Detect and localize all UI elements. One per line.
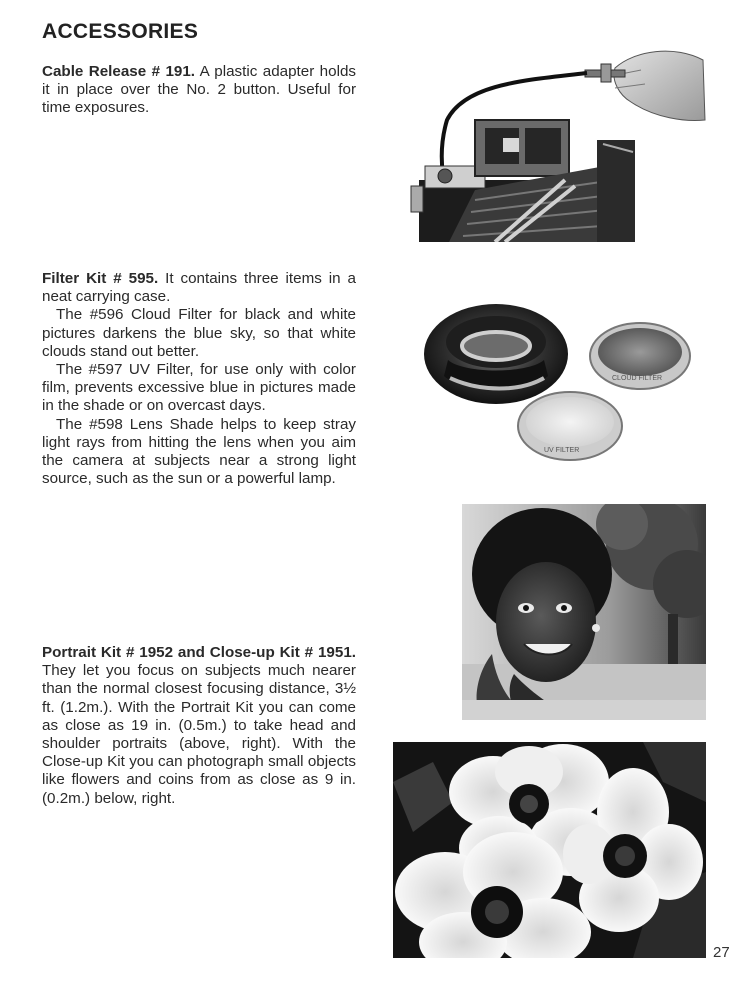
- cable-release-title: Cable Release # 191.: [42, 63, 196, 80]
- lens-shade-text: The #598 Lens Shade helps to keep stray light rays from hitting the lens when you aim the camera at subjects near a strong light source, such as the sun or a powerful lamp.: [42, 415, 356, 488]
- filter-kit-photo: [420, 280, 698, 468]
- portrait-photo: [462, 504, 706, 720]
- page-title: ACCESSORIES: [42, 20, 199, 43]
- filter-kit-title: Filter Kit # 595.: [42, 270, 159, 287]
- portrait-kit-text: They let you focus on subjects much nearer than the normal closest focusing distance, 3½ ft. (1.2m.). With the Portrait Kit you can come as close as 19 in. (0.5m.) to take head and shoulder portraits (above, right). With the Close-up Kit you can photograph small objects like flowers and coins from as close as 9 in. (0.2m.) below, right.: [42, 662, 356, 807]
- flowers-photo: [393, 742, 706, 958]
- portrait-kit-paragraph: [42, 644, 356, 808]
- cable-release-paragraph: [42, 63, 356, 118]
- filter-kit-section: [42, 270, 356, 488]
- page-number: 27: [713, 944, 730, 961]
- portrait-kit-title: Portrait Kit # 1952 and Close-up Kit # 1951.: [42, 644, 356, 661]
- uv-filter-text: The #597 UV Filter, for use only with color film, prevents excessive blue in pictures made in the shade or on overcast days.: [42, 361, 356, 415]
- cable-release-text: A plastic adapter holds it in place over the No. 2 button. Useful for time exposures.: [42, 63, 356, 117]
- filter-kit-intro: [42, 270, 356, 306]
- filter-kit-intro-text: It contains three items in a neat carrying case.: [42, 270, 356, 306]
- cloud-filter-label: CLOUD FILTER: [612, 375, 663, 382]
- uv-filter-label: UV FILTER: [544, 447, 580, 454]
- cloud-filter-text: The #596 Cloud Filter for black and white pictures darkens the blue sky, so that white clouds stand out better.: [42, 306, 356, 360]
- cable-release-photo: [405, 40, 707, 242]
